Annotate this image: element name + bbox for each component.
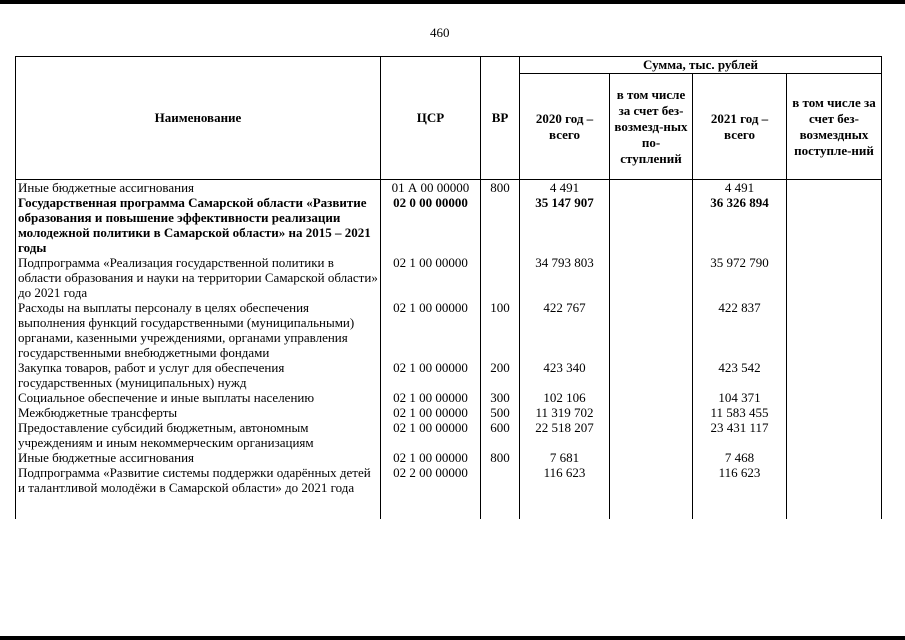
spacer-cell — [16, 495, 381, 519]
table-row — [16, 195, 882, 255]
row-2021-free — [787, 255, 882, 300]
row-2021-free — [787, 450, 882, 465]
table-row — [16, 390, 882, 405]
row-2021-total: 422 837 — [693, 300, 787, 360]
top-border — [0, 0, 905, 4]
spacer-cell — [693, 495, 787, 519]
row-vr — [481, 255, 520, 300]
header-vr: ВР — [481, 57, 520, 180]
row-vr: 800 — [481, 450, 520, 465]
row-csr: 01 А 00 00000 — [381, 180, 481, 196]
row-name: Подпрограмма «Развитие системы поддержки одарённых детей и талантливой молодёжи в Самарской области» до 2021 года — [16, 465, 381, 495]
row-2021-free — [787, 360, 882, 390]
table-row — [16, 255, 882, 300]
row-csr: 02 1 00 00000 — [381, 390, 481, 405]
row-csr: 02 1 00 00000 — [381, 300, 481, 360]
row-csr: 02 0 00 00000 — [381, 195, 481, 255]
row-vr: 200 — [481, 360, 520, 390]
row-2021-free — [787, 195, 882, 255]
spacer-cell — [381, 495, 481, 519]
row-2020-free — [610, 465, 693, 495]
spacer-cell — [610, 495, 693, 519]
row-2021-free — [787, 390, 882, 405]
row-2021-total: 423 542 — [693, 360, 787, 390]
spacer-cell — [481, 495, 520, 519]
row-2020-total: 11 319 702 — [520, 405, 610, 420]
table-row — [16, 360, 882, 390]
table-body — [16, 180, 882, 520]
row-2020-free — [610, 180, 693, 196]
header-2021-free: в том числе за счет без-возмездных поступле-ний — [787, 74, 882, 180]
row-2020-free — [610, 450, 693, 465]
row-2020-total: 422 767 — [520, 300, 610, 360]
row-2021-total: 23 431 117 — [693, 420, 787, 450]
row-2020-free — [610, 405, 693, 420]
row-2021-total: 7 468 — [693, 450, 787, 465]
row-name: Иные бюджетные ассигнования — [16, 180, 381, 196]
row-2021-total: 104 371 — [693, 390, 787, 405]
header-2020-total: 2020 год – всего — [520, 74, 610, 180]
row-2020-free — [610, 300, 693, 360]
row-2021-free — [787, 465, 882, 495]
row-2020-total: 423 340 — [520, 360, 610, 390]
row-vr: 100 — [481, 300, 520, 360]
row-csr: 02 1 00 00000 — [381, 405, 481, 420]
header-sum-group: Сумма, тыс. рублей — [520, 57, 882, 74]
row-name: Государственная программа Самарской области «Развитие образования и повышение эффективности реализации молодежной политики в Самарской области» на 2015 – 2021 годы — [16, 195, 381, 255]
row-name: Подпрограмма «Реализация государственной политики в области образования и науки на территории Самарской области» до 2021 года — [16, 255, 381, 300]
row-2021-total: 116 623 — [693, 465, 787, 495]
row-2020-total: 34 793 803 — [520, 255, 610, 300]
row-2021-total: 36 326 894 — [693, 195, 787, 255]
table-row — [16, 405, 882, 420]
table-spacer-row — [16, 495, 882, 519]
row-2020-total: 102 106 — [520, 390, 610, 405]
row-name: Межбюджетные трансферты — [16, 405, 381, 420]
header-csr: ЦСР — [381, 57, 481, 180]
row-vr: 300 — [481, 390, 520, 405]
row-2020-total: 22 518 207 — [520, 420, 610, 450]
row-2021-total: 4 491 — [693, 180, 787, 196]
header-name: Наименование — [16, 57, 381, 180]
row-2020-free — [610, 420, 693, 450]
row-2020-free — [610, 195, 693, 255]
row-2020-total: 4 491 — [520, 180, 610, 196]
row-name: Расходы на выплаты персоналу в целях обеспечения выполнения функций государственными (муниципальными) органами, казенными учреждениями, органами управления государственными внебюджетными фондами — [16, 300, 381, 360]
row-csr: 02 1 00 00000 — [381, 360, 481, 390]
row-csr: 02 1 00 00000 — [381, 450, 481, 465]
row-2020-free — [610, 360, 693, 390]
table-row — [16, 450, 882, 465]
row-name: Социальное обеспечение и иные выплаты населению — [16, 390, 381, 405]
row-csr: 02 2 00 00000 — [381, 465, 481, 495]
bottom-border — [0, 636, 905, 640]
row-2020-free — [610, 390, 693, 405]
row-2021-total: 35 972 790 — [693, 255, 787, 300]
table-row — [16, 300, 882, 360]
row-vr: 500 — [481, 405, 520, 420]
row-vr: 800 — [481, 180, 520, 196]
row-2020-total: 7 681 — [520, 450, 610, 465]
table-row — [16, 420, 882, 450]
row-2020-total: 35 147 907 — [520, 195, 610, 255]
spacer-cell — [520, 495, 610, 519]
row-2021-free — [787, 405, 882, 420]
row-2021-total: 11 583 455 — [693, 405, 787, 420]
row-name: Предоставление субсидий бюджетным, автономным учреждениям и иным некоммерческим организациям — [16, 420, 381, 450]
header-2020-free: в том числе за счет без-возмезд-ных по-ступлений — [610, 74, 693, 180]
row-2020-total: 116 623 — [520, 465, 610, 495]
budget-table — [15, 56, 882, 519]
table-row — [16, 180, 882, 196]
row-2021-free — [787, 420, 882, 450]
row-2021-free — [787, 300, 882, 360]
row-csr: 02 1 00 00000 — [381, 255, 481, 300]
row-name: Иные бюджетные ассигнования — [16, 450, 381, 465]
row-csr: 02 1 00 00000 — [381, 420, 481, 450]
row-2020-free — [610, 255, 693, 300]
row-name: Закупка товаров, работ и услуг для обеспечения государственных (муниципальных) нужд — [16, 360, 381, 390]
row-vr — [481, 195, 520, 255]
table-row — [16, 465, 882, 495]
page-number: 460 — [430, 25, 450, 40]
spacer-cell — [787, 495, 882, 519]
row-vr: 600 — [481, 420, 520, 450]
header-2021-total: 2021 год – всего — [693, 74, 787, 180]
row-vr — [481, 465, 520, 495]
row-2021-free — [787, 180, 882, 196]
